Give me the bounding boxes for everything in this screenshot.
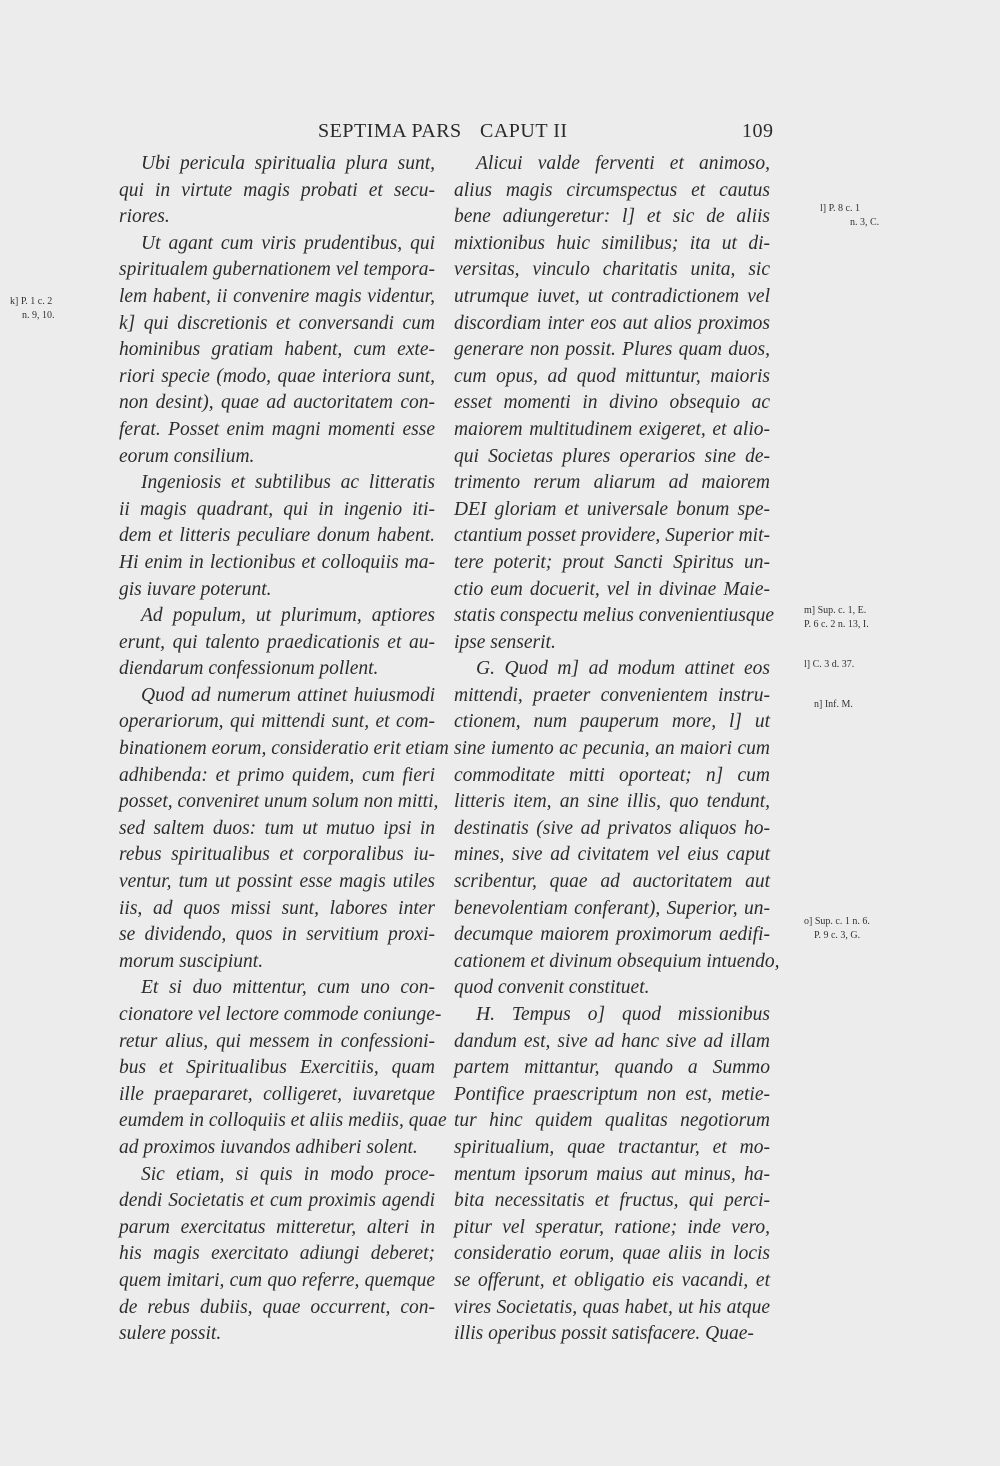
text-line: non desint), quae ad auctoritatem con- — [119, 392, 435, 414]
text-line: quod convenit constituet. — [454, 977, 650, 999]
text-line: generare non possit. Plures quam duos, — [454, 339, 770, 361]
text-line: ctantium posset providere, Superior mit- — [454, 525, 770, 547]
text-line: ferat. Posset enim magni momenti esse — [119, 418, 435, 440]
text-line: spiritualium, quae tractantur, et mo- — [454, 1136, 770, 1158]
text-line: G. Quod m] ad modum attinet eos — [476, 658, 770, 680]
margin-note-line: o] Sup. c. 1 n. 6. — [804, 916, 870, 927]
page-number: 109 — [742, 120, 774, 142]
text-line: utrumque iuvet, ut contradictionem vel — [454, 285, 770, 307]
paragraph — [119, 151, 435, 231]
text-line: iis, ad quos missi sunt, labores inter — [119, 897, 435, 919]
text-line: esset momenti in divino obsequio ac — [454, 392, 770, 414]
text-line: sed saltem duos: tum ut mutuo ipsi in — [119, 817, 435, 839]
text-line: spiritualem gubernationem vel tempora- — [119, 259, 435, 281]
margin-note-k — [10, 295, 55, 323]
text-line: Ut agant cum viris prudentibus, qui — [141, 232, 435, 254]
margin-note-line: l] C. 3 d. 37. — [804, 659, 855, 670]
header-chapter-title: CAPUT II — [480, 120, 568, 142]
text-line: commoditate mitti oporteat; n] cum — [454, 764, 770, 786]
paragraph — [119, 231, 435, 470]
margin-note-line: n] Inf. M. — [814, 699, 853, 710]
text-line: Alicui valde ferventi et animoso, — [476, 153, 770, 174]
text-line: consideratio eorum, quae aliis in locis — [454, 1243, 770, 1265]
text-line: sulere possit. — [119, 1323, 222, 1345]
text-line: versitas, vinculo charitatis unita, sic — [454, 259, 770, 281]
text-line: rebus spiritualibus et corporalibus iu- — [119, 844, 435, 866]
text-line: Ubi pericula spiritualia plura sunt, — [141, 153, 435, 174]
text-line: adhibenda: et primo quidem, cum fieri — [119, 764, 435, 786]
text-line: Pontifice praescriptum non est, metie- — [454, 1083, 770, 1105]
text-line: alius magis circumspectus et cautus — [454, 179, 770, 201]
text-line: destinatis (sive ad privatos aliquos ho- — [454, 817, 770, 839]
text-line: bus et Spiritualibus Exercitiis, quam — [119, 1057, 435, 1079]
text-line: his magis exercitato adiungi deberet; — [119, 1243, 435, 1265]
text-line: mixtionibus huic similibus; ita ut di- — [454, 232, 770, 254]
margin-note-l1 — [820, 202, 879, 230]
text-line: cum opus, ad quod mittuntur, maioris — [454, 365, 770, 387]
text-line: erunt, qui talento praedicationis et au- — [119, 631, 435, 653]
text-line: mentum ipsorum maius aut minus, ha- — [454, 1163, 770, 1185]
text-line: lem habent, ii convenire magis videntur, — [119, 285, 435, 307]
text-line: Ingeniosis et subtilibus ac litteratis — [141, 472, 435, 494]
margin-note-line: m] Sup. c. 1, E. — [804, 605, 867, 616]
text-line: ille praepararet, colligeret, iuvaretque — [119, 1083, 435, 1105]
text-line: Et si duo mittentur, cum uno con- — [141, 977, 435, 999]
margin-note-line: l] P. 8 c. 1 — [820, 203, 860, 214]
paragraph — [454, 1002, 770, 1348]
text-line: bene adiungeretur: l] et sic de aliis — [454, 206, 770, 228]
paragraph — [119, 975, 447, 1161]
left-text-column — [119, 151, 449, 1348]
text-line: riori specie (modo, quae interiora sunt, — [119, 365, 435, 387]
text-line: gis iuvare poterunt. — [119, 578, 272, 600]
text-line: Quod ad numerum attinet huiusmodi — [141, 684, 435, 706]
text-line: se dividendo, quos in servitium proxi- — [119, 924, 435, 946]
text-line: operariorum, qui mittendi sunt, et com- — [119, 711, 435, 733]
text-line: ad proximos iuvandos adhiberi solent. — [119, 1136, 418, 1158]
text-line: statis conspectu melius convenientiusque — [454, 605, 775, 627]
text-line: ctionem, num pauperum more, l] ut — [454, 711, 770, 733]
text-line: Ad populum, ut plurimum, aptiores — [141, 605, 435, 627]
margin-note-m — [804, 604, 869, 632]
text-line: tur hinc quidem qualitas negotiorum — [454, 1110, 770, 1132]
text-line: hominibus gratiam habent, cum exte- — [119, 339, 435, 361]
text-line: posset, conveniret unum solum non mitti, — [119, 791, 439, 813]
text-line: illis operibus possit satisfacere. Quae- — [454, 1323, 754, 1345]
margin-note-n — [814, 698, 853, 712]
text-line: riores. — [119, 206, 170, 228]
text-line: scribentur, quae ad auctoritatem aut — [454, 871, 770, 893]
paragraph — [119, 603, 435, 683]
text-line: Hi enim in lectionibus et colloquiis ma- — [119, 551, 435, 573]
text-line: discordiam inter eos aut alios proximos — [454, 312, 770, 334]
header-part-title: SEPTIMA PARS — [318, 120, 462, 142]
text-line: benevolentiam conferant), Superior, un- — [454, 897, 770, 919]
margin-note-line: n. 3, C. — [850, 217, 880, 228]
text-line: ii magis quadrant, qui in ingenio iti- — [119, 498, 435, 520]
paragraph — [119, 1162, 435, 1348]
running-header — [0, 118, 1000, 148]
text-line: dendi Societatis et cum proximis agendi — [119, 1190, 435, 1212]
text-line: qui Societas plures operarios sine de- — [454, 445, 770, 467]
text-line: binationem eorum, consideratio erit etiam — [119, 738, 449, 760]
text-line: morum suscipiunt. — [119, 950, 264, 972]
text-line: eorum consilium. — [119, 445, 255, 467]
text-line: Sic etiam, si quis in modo proce- — [141, 1163, 435, 1185]
text-line: trimento rerum aliarum ad maiorem — [454, 472, 770, 494]
right-text-column — [454, 151, 780, 1348]
text-line: litteris item, an sine illis, quo tendunt, — [454, 791, 770, 813]
text-line: maiorem multitudinem exigeret, et alio- — [454, 418, 770, 440]
text-line: qui in virtute magis probati et secu- — [119, 179, 435, 201]
text-line: ventur, tum ut possint esse magis utiles — [119, 871, 435, 893]
margin-note-l2 — [804, 658, 854, 672]
text-line: partem mittantur, quando a Summo — [454, 1057, 770, 1079]
text-line: sine iumento ac pecunia, an maiori cum — [454, 738, 770, 760]
text-line: ctio eum docuerit, vel in divinae Maie- — [454, 578, 770, 600]
text-line: bita necessitatis et fructus, qui perci- — [454, 1190, 770, 1212]
text-line: DEI gloriam et universale bonum spe- — [454, 498, 770, 520]
text-line: pitur vel speratur, ratione; inde vero, — [454, 1216, 770, 1238]
text-line: ipse senserit. — [454, 631, 556, 653]
text-line: H. Tempus o] quod missionibus — [476, 1004, 770, 1025]
text-line: dandum est, sive ad hanc sive ad illam — [454, 1030, 770, 1052]
margin-note-line: n. 9, 10. — [22, 310, 55, 321]
text-line: decumque maiorem proximorum aedifi- — [454, 924, 770, 946]
margin-note-o — [804, 915, 870, 943]
text-line: k] qui discretionis et conversandi cum — [119, 312, 435, 334]
text-line: mittendi, praeter convenientem instru- — [454, 684, 770, 706]
margin-note-line: k] P. 1 c. 2 — [10, 296, 53, 307]
paragraph — [454, 151, 775, 656]
text-line: vires Societatis, quas habet, ut his atque — [454, 1296, 770, 1318]
text-line: cionatore vel lectore commode coniunge- — [119, 1004, 442, 1025]
text-line: quem imitari, cum quo referre, quemque — [119, 1269, 435, 1291]
margin-note-line: P. 6 c. 2 n. 13, I. — [804, 619, 869, 630]
text-line: mines, sive ad civitatem vel eius caput — [454, 844, 770, 866]
paragraph — [454, 656, 780, 1002]
text-line: cationem et divinum obsequium intuendo, — [454, 950, 780, 972]
text-line: parum exercitatus mitteretur, alteri in — [119, 1216, 435, 1238]
text-line: diendarum confessionum pollent. — [119, 658, 379, 680]
paragraph — [119, 470, 435, 603]
text-line: tere poterit; prout Sancti Spiritus un- — [454, 551, 770, 573]
text-line: de rebus dubiis, quae occurrent, con- — [119, 1296, 435, 1318]
text-line: dem et litteris peculiare donum habent. — [119, 525, 435, 547]
text-line: eumdem in colloquiis et aliis mediis, quae — [119, 1110, 447, 1132]
text-line: retur alius, qui messem in confessioni- — [119, 1030, 435, 1052]
margin-note-line: P. 9 c. 3, G. — [814, 930, 861, 941]
paragraph — [119, 683, 449, 976]
text-line: se offerunt, et obligatio eis vacandi, et — [454, 1269, 770, 1291]
